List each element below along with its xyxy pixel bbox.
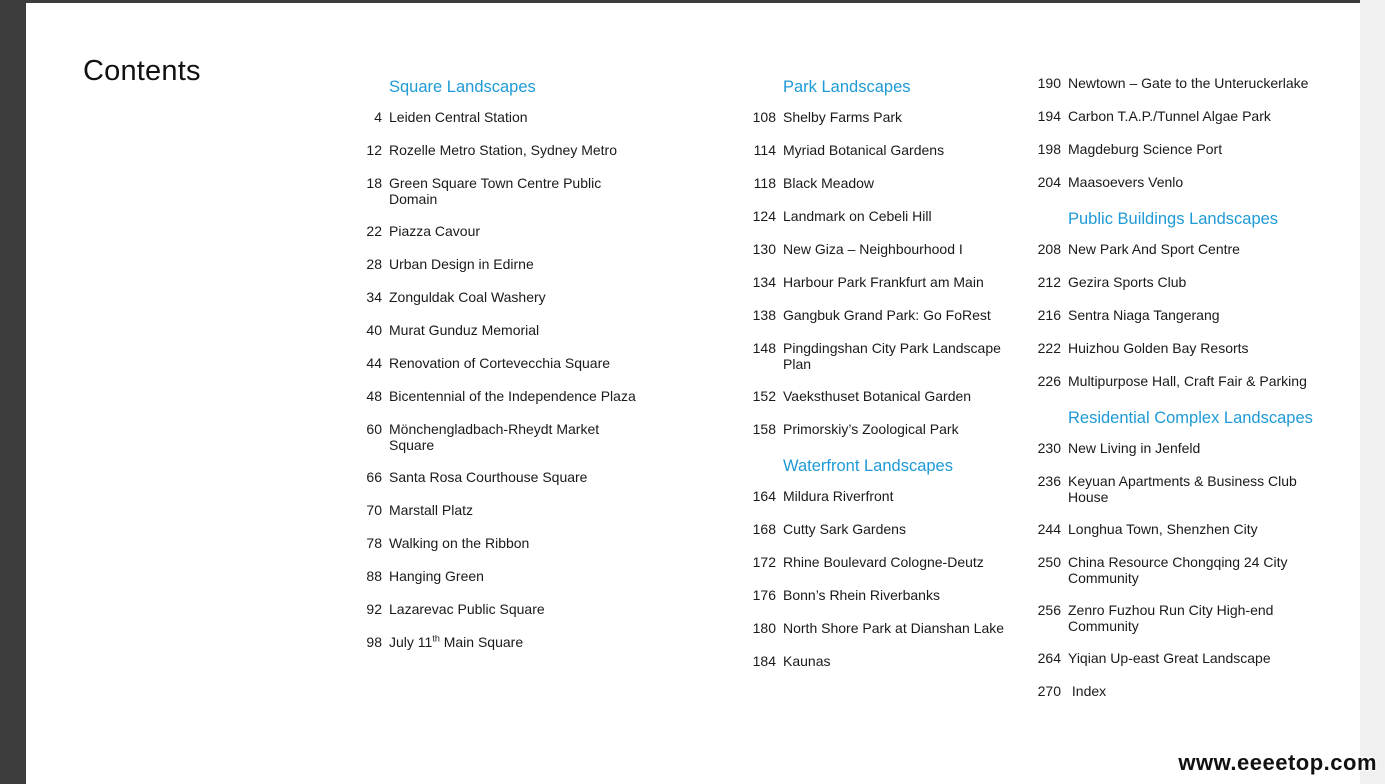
toc-page-number: 118: [753, 175, 776, 191]
toc-entry-title: New Giza – Neighbourhood I: [783, 241, 963, 257]
toc-page-number: 168: [752, 521, 776, 537]
toc-entry[interactable]: [1033, 307, 1333, 340]
toc-entry[interactable]: [1033, 108, 1333, 141]
toc-page-number: 148: [752, 340, 776, 356]
toc-entry[interactable]: [366, 502, 646, 535]
toc-entry[interactable]: [1033, 650, 1333, 683]
toc-entry-title: Mildura Riverfront: [783, 488, 894, 504]
toc-page-number: 66: [366, 469, 382, 485]
toc-entry[interactable]: [1033, 373, 1333, 406]
section-heading-park-landscapes: Park Landscapes: [783, 78, 911, 96]
toc-entry-title: Magdeburg Science Port: [1068, 141, 1223, 157]
toc-entry-title-part: July 11: [389, 634, 433, 650]
toc-page-number: 18: [366, 175, 382, 191]
toc-entry[interactable]: [748, 307, 1018, 340]
toc-entry[interactable]: [366, 175, 646, 223]
toc-entry-title: Landmark on Cebeli Hill: [783, 208, 932, 224]
section-heading-waterfront-landscapes: Waterfront Landscapes: [783, 457, 953, 475]
toc-entry[interactable]: [366, 142, 646, 175]
toc-entry-title: Rozelle Metro Station, Sydney Metro: [389, 142, 617, 158]
toc-entry[interactable]: [748, 488, 1018, 521]
toc-page-number: 244: [1037, 521, 1061, 537]
toc-page-number: 198: [1037, 141, 1061, 157]
toc-page-number: 44: [366, 355, 382, 371]
toc-entry[interactable]: [748, 620, 1018, 653]
toc-page-number: 134: [752, 274, 776, 290]
toc-page-number: 108: [752, 109, 776, 125]
toc-entry-title: New Park And Sport Centre: [1068, 241, 1240, 257]
toc-entry[interactable]: [366, 322, 646, 355]
toc-page-number: 190: [1037, 75, 1061, 91]
toc-page-number: 212: [1037, 274, 1061, 290]
toc-page-number: 28: [366, 256, 382, 272]
toc-entry-title: North Shore Park at Dianshan Lake: [783, 620, 1005, 636]
toc-entry[interactable]: [1033, 521, 1333, 554]
toc-entry[interactable]: [1033, 554, 1333, 602]
toc-entry-title: Urban Design in Edirne: [389, 256, 534, 272]
toc-page-number: 250: [1037, 554, 1061, 570]
toc-entry[interactable]: [1033, 440, 1333, 473]
toc-entry[interactable]: [366, 223, 646, 256]
toc-entry-title: Murat Gunduz Memorial: [389, 322, 540, 338]
toc-page-number: 180: [752, 620, 776, 636]
toc-entry-title: Huizhou Golden Bay Resorts: [1068, 340, 1249, 356]
toc-entry-title: Cutty Sark Gardens: [783, 521, 906, 537]
toc-page-number: 88: [366, 568, 382, 584]
toc-entry[interactable]: [366, 256, 646, 289]
toc-entry-title: Gezira Sports Club: [1068, 274, 1187, 290]
toc-entry[interactable]: [748, 554, 1018, 587]
toc-entry[interactable]: [366, 634, 646, 667]
toc-entry[interactable]: [748, 388, 1018, 421]
section-heading-square-landscapes: Square Landscapes: [389, 78, 536, 96]
toc-entry[interactable]: [366, 388, 646, 421]
toc-entry-title: Black Meadow: [783, 175, 875, 191]
toc-entry-title: Zonguldak Coal Washery: [389, 289, 546, 305]
toc-page-number: 78: [366, 535, 382, 551]
toc-page-number: 204: [1037, 174, 1061, 190]
toc-page-number: 226: [1037, 373, 1061, 389]
watermark: www.eeeetop.com: [1178, 750, 1377, 775]
toc-entry[interactable]: [748, 142, 1018, 175]
toc-entry-title: Yiqian Up-east Great Landscape: [1068, 650, 1271, 666]
toc-entry[interactable]: [366, 601, 646, 634]
toc-entry-title: Vaeksthuset Botanical Garden: [783, 388, 972, 404]
toc-entry-title-part: Main Square: [439, 634, 524, 650]
toc-page-number: 172: [752, 554, 776, 570]
toc-entry-title: Pingdingshan City Park Landscape Plan: [783, 340, 1005, 372]
toc-entry-title: Bicentennial of the Independence Plaza: [389, 388, 636, 404]
toc-entry-title: Primorskiy’s Zoological Park: [783, 421, 959, 437]
toc-page-number: 48: [366, 388, 382, 404]
toc-page-number: 34: [366, 289, 382, 305]
toc-entry-title: Harbour Park Frankfurt am Main: [783, 274, 984, 290]
toc-page-number: 98: [366, 634, 382, 650]
toc-entry-title: Leiden Central Station: [389, 109, 528, 125]
toc-entry-title: Walking on the Ribbon: [389, 535, 530, 551]
toc-entry-title: New Living in Jenfeld: [1068, 440, 1201, 456]
toc-page-number: 124: [752, 208, 776, 224]
toc-entry[interactable]: [366, 535, 646, 568]
toc-entry-title: China Resource Chongqing 24 City Community: [1068, 554, 1292, 586]
toc-page-number: 222: [1037, 340, 1061, 356]
toc-page-number: 22: [366, 223, 382, 239]
toc-entry-title: Maasoevers Venlo: [1068, 174, 1184, 190]
toc-page-number: 164: [752, 488, 776, 504]
toc-entry[interactable]: [1033, 602, 1333, 650]
toc-entry[interactable]: [748, 274, 1018, 307]
toc-entry-title: Bonn’s Rhein Riverbanks: [783, 587, 940, 603]
toc-page-number: 152: [752, 388, 776, 404]
toc-entry[interactable]: [1033, 174, 1333, 207]
toc-page-number: 270: [1037, 683, 1061, 699]
toc-page-number: 176: [752, 587, 776, 603]
toc-entry-title: Renovation of Cortevecchia Square: [389, 355, 611, 371]
toc-entry-title: Keyuan Apartments & Business Club House: [1068, 473, 1301, 505]
toc-entry[interactable]: [366, 421, 646, 469]
toc-page-number: 92: [366, 601, 382, 617]
toc-entry-title: [389, 634, 639, 650]
toc-entry-title: Carbon T.A.P./Tunnel Algae Park: [1068, 108, 1271, 124]
toc-entry-title: Myriad Botanical Gardens: [783, 142, 945, 158]
toc-entry[interactable]: [1033, 75, 1333, 108]
toc-entry-title: Kaunas: [783, 653, 831, 669]
toc-entry-title: Longhua Town, Shenzhen City: [1068, 521, 1258, 537]
toc-entry-title: Gangbuk Grand Park: Go FoRest: [783, 307, 991, 323]
toc-entry[interactable]: [748, 109, 1018, 142]
toc-entry-title: Index: [1068, 683, 1107, 699]
toc-page-number: 114: [753, 142, 776, 158]
toc-page-number: 40: [366, 322, 382, 338]
toc-page-number: 60: [366, 421, 382, 437]
toc-entry[interactable]: [1033, 141, 1333, 174]
section-heading-residential-complex-landscapes: Residential Complex Landscapes: [1068, 409, 1313, 427]
toc-entry-title: Marstall Platz: [389, 502, 474, 518]
toc-entry-title: Sentra Niaga Tangerang: [1068, 307, 1220, 323]
toc-entry[interactable]: [748, 175, 1018, 208]
toc-entry[interactable]: [366, 568, 646, 601]
toc-entry-title: Shelby Farms Park: [783, 109, 903, 125]
toc-page-number: 12: [366, 142, 382, 158]
toc-entry-title: Piazza Cavour: [389, 223, 481, 239]
toc-page-number: 256: [1037, 602, 1061, 618]
toc-entry-title: Lazarevac Public Square: [389, 601, 545, 617]
toc-page-number: 158: [752, 421, 776, 437]
toc-column-1: [366, 75, 646, 667]
toc-entry[interactable]: [748, 241, 1018, 274]
toc-entry-title: Multipurpose Hall, Craft Fair & Parking: [1068, 373, 1307, 389]
toc-page-number: 138: [752, 307, 776, 323]
toc-page-number: 184: [752, 653, 776, 669]
toc-entry[interactable]: [1033, 241, 1333, 274]
toc-entry[interactable]: [366, 289, 646, 322]
toc-entry[interactable]: [366, 355, 646, 388]
toc-entry[interactable]: [1033, 274, 1333, 307]
toc-entry-title: Rhine Boulevard Cologne-Deutz: [783, 554, 984, 570]
toc-column-3: [1033, 75, 1333, 716]
toc-entry-title: Santa Rosa Courthouse Square: [389, 469, 588, 485]
toc-page-number: 194: [1037, 108, 1061, 124]
toc-column-2: [748, 75, 1018, 686]
section-heading-public-buildings-landscapes: Public Buildings Landscapes: [1068, 210, 1279, 228]
toc-entry-title: Newtown – Gate to the Unteruckerlake: [1068, 75, 1309, 91]
toc-entry[interactable]: [748, 421, 1018, 454]
toc-entry[interactable]: [748, 208, 1018, 241]
toc-entry[interactable]: [1033, 473, 1333, 521]
toc-page-number: 208: [1037, 241, 1061, 257]
toc-entry[interactable]: [748, 587, 1018, 620]
toc-page-number: 70: [366, 502, 382, 518]
toc-entry-title: Green Square Town Centre Public Domain: [389, 175, 606, 207]
toc-entry[interactable]: [1033, 340, 1333, 373]
toc-entry[interactable]: [366, 109, 646, 142]
toc-entry[interactable]: [366, 469, 646, 502]
page-title: Contents: [83, 55, 201, 87]
document-page: [26, 3, 1360, 784]
toc-entry-title-superscript: th: [432, 633, 440, 644]
toc-page-number: 4: [374, 109, 382, 125]
toc-page-number: 264: [1037, 650, 1061, 666]
toc-page-number: 216: [1037, 307, 1061, 323]
toc-entry[interactable]: [748, 340, 1018, 388]
toc-page-number: 236: [1037, 473, 1061, 489]
toc-entry-title: Zenro Fuzhou Run City High-end Community: [1068, 602, 1278, 634]
toc-page-number: 230: [1037, 440, 1061, 456]
scrollbar[interactable]: [1360, 0, 1385, 784]
toc-entry[interactable]: [1033, 683, 1333, 716]
toc-entry[interactable]: [748, 521, 1018, 554]
toc-entry-title: Mönchengladbach-Rheydt Market Square: [389, 421, 604, 453]
toc-page-number: 130: [752, 241, 776, 257]
toc-entry[interactable]: [748, 653, 1018, 686]
toc-entry-title: Hanging Green: [389, 568, 484, 584]
